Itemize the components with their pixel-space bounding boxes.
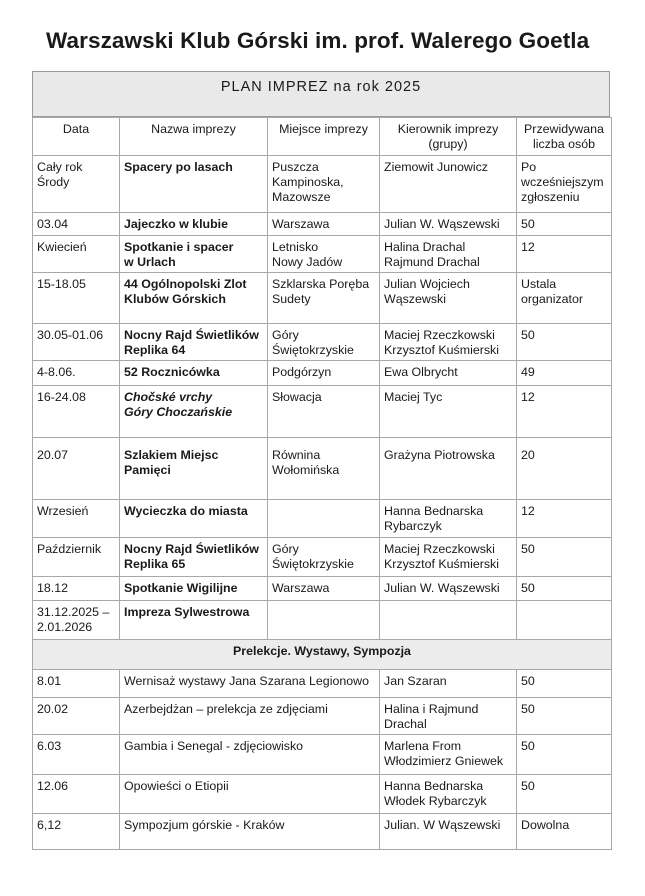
table-row — [33, 538, 612, 577]
lecture-date: 6,12 — [33, 814, 120, 850]
event-place-line: Podgórzyn — [272, 365, 332, 379]
event-leader-line: Krzysztof Kuśmierski — [384, 557, 499, 571]
event-place-line: Równina — [272, 448, 321, 462]
event-place — [268, 213, 380, 236]
event-people-line: zgłoszeniu — [521, 190, 580, 204]
col-header-date: Data — [33, 118, 120, 156]
lecture-name: Sympozjum górskie - Kraków — [120, 814, 380, 850]
col-header-place: Miejsce imprezy — [268, 118, 380, 156]
lecture-people: 50 — [517, 735, 612, 775]
event-date — [33, 324, 120, 361]
event-people-line: Po — [521, 160, 537, 174]
event-name-line: Chočské vrchy — [124, 390, 213, 404]
table-row — [33, 735, 612, 775]
event-place-line: Kampinoska, — [272, 175, 344, 189]
event-name-line: Szlakiem Miejsc — [124, 448, 219, 462]
event-place — [268, 538, 380, 577]
event-leader-line: Hanna Bednarska — [384, 504, 484, 518]
event-people — [517, 500, 612, 538]
table-row — [33, 670, 612, 698]
event-name — [120, 156, 268, 213]
event-place-line: Warszawa — [272, 581, 330, 595]
event-place-line: Góry — [272, 328, 299, 342]
event-people — [517, 273, 612, 324]
lecture-people: 50 — [517, 775, 612, 814]
lecture-leader — [380, 735, 517, 775]
lecture-leader — [380, 814, 517, 850]
event-people-line: 12 — [521, 504, 535, 518]
event-leader-line: Maciej Rzeczkowski — [384, 542, 495, 556]
event-place — [268, 601, 380, 640]
col-header-people-line: liczba osób — [533, 137, 595, 151]
event-name-line: Spotkanie Wigilijne — [124, 581, 238, 595]
lecture-leader-line: Włodzimierz Gniewek — [384, 754, 504, 768]
event-date — [33, 577, 120, 601]
table-row — [33, 577, 612, 601]
lecture-leader — [380, 775, 517, 814]
event-leader-line: Maciej Rzeczkowski — [384, 328, 495, 342]
table-row — [33, 386, 612, 438]
event-name — [120, 386, 268, 438]
event-place — [268, 500, 380, 538]
event-name-line: w Urlach — [124, 255, 176, 269]
event-name-line: Replika 65 — [124, 557, 186, 571]
lecture-date: 6.03 — [33, 735, 120, 775]
event-name-line: Wycieczka do miasta — [124, 504, 248, 518]
event-name-line: Replika 64 — [124, 343, 186, 357]
event-place-line: Warszawa — [272, 217, 330, 231]
events-table — [32, 117, 612, 850]
event-people-line: Ustala — [521, 277, 557, 291]
event-place-line: Szklarska Poręba — [272, 277, 370, 291]
event-date — [33, 361, 120, 386]
event-people-line: wcześniejszym — [521, 175, 604, 189]
event-leader — [380, 324, 517, 361]
header-row — [33, 118, 612, 156]
event-place — [268, 324, 380, 361]
event-name-line: 44 Ogólnopolski Zlot — [124, 277, 247, 291]
lecture-people: Dowolna — [517, 814, 612, 850]
event-name — [120, 213, 268, 236]
event-name-line: Impreza Sylwestrowa — [124, 605, 250, 619]
event-people-line: 50 — [521, 328, 535, 342]
event-name-line: 52 Rocznicówka — [124, 365, 220, 379]
event-name — [120, 500, 268, 538]
event-place — [268, 236, 380, 273]
event-place-line: Letnisko — [272, 240, 319, 254]
event-name-line: Jajeczko w klubie — [124, 217, 228, 231]
lecture-people: 50 — [517, 698, 612, 735]
event-name — [120, 601, 268, 640]
event-people-line: organizator — [521, 292, 583, 306]
event-place-line: Mazowsze — [272, 190, 331, 204]
event-date — [33, 156, 120, 213]
event-people-line: 50 — [521, 217, 535, 231]
event-name-line: Spacery po lasach — [124, 160, 233, 174]
event-leader — [380, 438, 517, 500]
event-leader-line: Maciej Tyc — [384, 390, 443, 404]
event-date — [33, 538, 120, 577]
event-leader — [380, 577, 517, 601]
event-leader-line: Rybarczyk — [384, 519, 442, 533]
event-name — [120, 538, 268, 577]
event-date-line: Październik — [37, 542, 102, 556]
plan-title: PLAN IMPREZ na rok 2025 — [32, 71, 610, 117]
event-place-line: Słowacja — [272, 390, 322, 404]
event-leader-line: Grażyna Piotrowska — [384, 448, 495, 462]
section-title: Prelekcje. Wystawy, Sympozja — [33, 640, 612, 670]
event-leader-line: Julian W. Wąszewski — [384, 581, 500, 595]
event-people-line: 12 — [521, 390, 535, 404]
event-name — [120, 361, 268, 386]
col-header-people-line: Przewidywana — [524, 122, 604, 136]
table-row — [33, 775, 612, 814]
event-name — [120, 236, 268, 273]
event-people — [517, 361, 612, 386]
event-leader — [380, 361, 517, 386]
event-leader — [380, 601, 517, 640]
lecture-leader — [380, 670, 517, 698]
event-leader-line: Krzysztof Kuśmierski — [384, 343, 499, 357]
event-people — [517, 324, 612, 361]
event-date-line: 30.05-01.06 — [37, 328, 104, 342]
event-place — [268, 577, 380, 601]
event-people — [517, 213, 612, 236]
event-name-line: Klubów Górskich — [124, 292, 226, 306]
event-leader-line: Rajmund Drachal — [384, 255, 480, 269]
event-people — [517, 236, 612, 273]
lecture-leader-line: Halina i Rajmund — [384, 702, 479, 716]
lecture-leader-line: Marlena From — [384, 739, 462, 753]
lecture-name: Azerbejdżan – prelekcja ze zdjęciami — [120, 698, 380, 735]
event-people-line: 12 — [521, 240, 535, 254]
event-date-line: 4-8.06. — [37, 365, 76, 379]
lecture-leader-line: Hanna Bednarska — [384, 779, 484, 793]
table-row — [33, 814, 612, 850]
event-date-line: 16-24.08 — [37, 390, 86, 404]
event-leader — [380, 500, 517, 538]
event-leader-line: Halina Drachal — [384, 240, 466, 254]
event-people — [517, 438, 612, 500]
event-date-line: 2.01.2026 — [37, 620, 93, 634]
event-leader — [380, 386, 517, 438]
event-place-line: Góry — [272, 542, 299, 556]
event-place-line: Nowy Jadów — [272, 255, 343, 269]
event-date — [33, 386, 120, 438]
table-row — [33, 156, 612, 213]
event-date — [33, 273, 120, 324]
table-row — [33, 361, 612, 386]
table-row — [33, 601, 612, 640]
col-header-leader — [380, 118, 517, 156]
event-name-line: Nocny Rajd Świetlików — [124, 542, 259, 556]
event-leader — [380, 156, 517, 213]
section-row — [33, 640, 612, 670]
event-date — [33, 500, 120, 538]
event-date — [33, 236, 120, 273]
event-place-line: Świętokrzyskie — [272, 343, 354, 357]
event-leader-line: Ewa Olbrycht — [384, 365, 458, 379]
event-date-line: Cały rok — [37, 160, 83, 174]
event-place-line: Świętokrzyskie — [272, 557, 354, 571]
event-place — [268, 156, 380, 213]
event-leader-line: Wąszewski — [384, 292, 446, 306]
event-name — [120, 324, 268, 361]
event-name — [120, 577, 268, 601]
table-row — [33, 236, 612, 273]
lecture-people: 50 — [517, 670, 612, 698]
lecture-date: 20.02 — [33, 698, 120, 735]
event-leader — [380, 213, 517, 236]
lecture-leader — [380, 698, 517, 735]
event-name-line: Pamięci — [124, 463, 171, 477]
event-date-line: 18.12 — [37, 581, 69, 595]
event-name-line: Nocny Rajd Świetlików — [124, 328, 259, 342]
col-header-name: Nazwa imprezy — [120, 118, 268, 156]
event-people — [517, 577, 612, 601]
event-leader-line: Julian Wojciech — [384, 277, 470, 291]
lecture-date: 12.06 — [33, 775, 120, 814]
lecture-leader-line: Drachal — [384, 717, 427, 731]
table-row — [33, 273, 612, 324]
event-people-line: 50 — [521, 542, 535, 556]
table-row — [33, 438, 612, 500]
event-place-line: Sudety — [272, 292, 311, 306]
table-row — [33, 213, 612, 236]
event-people — [517, 601, 612, 640]
event-date-line: Wrzesień — [37, 504, 89, 518]
lecture-date: 8.01 — [33, 670, 120, 698]
event-name — [120, 438, 268, 500]
event-people-line: 49 — [521, 365, 535, 379]
event-date-line: 31.12.2025 – — [37, 605, 110, 619]
lecture-name: Opowieści o Etiopii — [120, 775, 380, 814]
event-date-line: 15-18.05 — [37, 277, 86, 291]
event-people — [517, 538, 612, 577]
lecture-leader-line: Włodek Rybarczyk — [384, 794, 487, 808]
event-people-line: 50 — [521, 581, 535, 595]
event-date-line: 03.04 — [37, 217, 69, 231]
event-leader — [380, 273, 517, 324]
event-leader — [380, 236, 517, 273]
event-date-line: Środy — [37, 175, 70, 189]
club-heading: Warszawski Klub Górski im. prof. Walerego Goetla — [46, 28, 590, 53]
event-place — [268, 438, 380, 500]
lecture-name: Wernisaż wystawy Jana Szarana Legionowo — [120, 670, 380, 698]
event-leader-line: Julian W. Wąszewski — [384, 217, 500, 231]
event-leader-line: Ziemowit Junowicz — [384, 160, 488, 174]
event-date — [33, 438, 120, 500]
event-date — [33, 601, 120, 640]
event-place — [268, 361, 380, 386]
col-header-people — [517, 118, 612, 156]
table-row — [33, 500, 612, 538]
col-header-leader-line: (grupy) — [428, 137, 468, 151]
table-row — [33, 324, 612, 361]
event-people — [517, 156, 612, 213]
table-row — [33, 698, 612, 735]
event-place — [268, 386, 380, 438]
col-header-leader-line: Kierownik imprezy — [397, 122, 499, 136]
event-date — [33, 213, 120, 236]
lecture-leader-line: Julian. W Wąszewski — [384, 818, 501, 832]
lecture-leader-line: Jan Szaran — [384, 674, 447, 688]
event-people-line: 20 — [521, 448, 535, 462]
event-name — [120, 273, 268, 324]
event-place — [268, 273, 380, 324]
event-name-line: Góry Choczańskie — [124, 405, 233, 419]
event-leader — [380, 538, 517, 577]
event-date-line: Kwiecień — [37, 240, 87, 254]
event-place-line: Wołomińska — [272, 463, 340, 477]
event-people — [517, 386, 612, 438]
event-name-line: Spotkanie i spacer — [124, 240, 234, 254]
lecture-name: Gambia i Senegal - zdjęciowisko — [120, 735, 380, 775]
event-date-line: 20.07 — [37, 448, 69, 462]
event-place-line: Puszcza — [272, 160, 319, 174]
